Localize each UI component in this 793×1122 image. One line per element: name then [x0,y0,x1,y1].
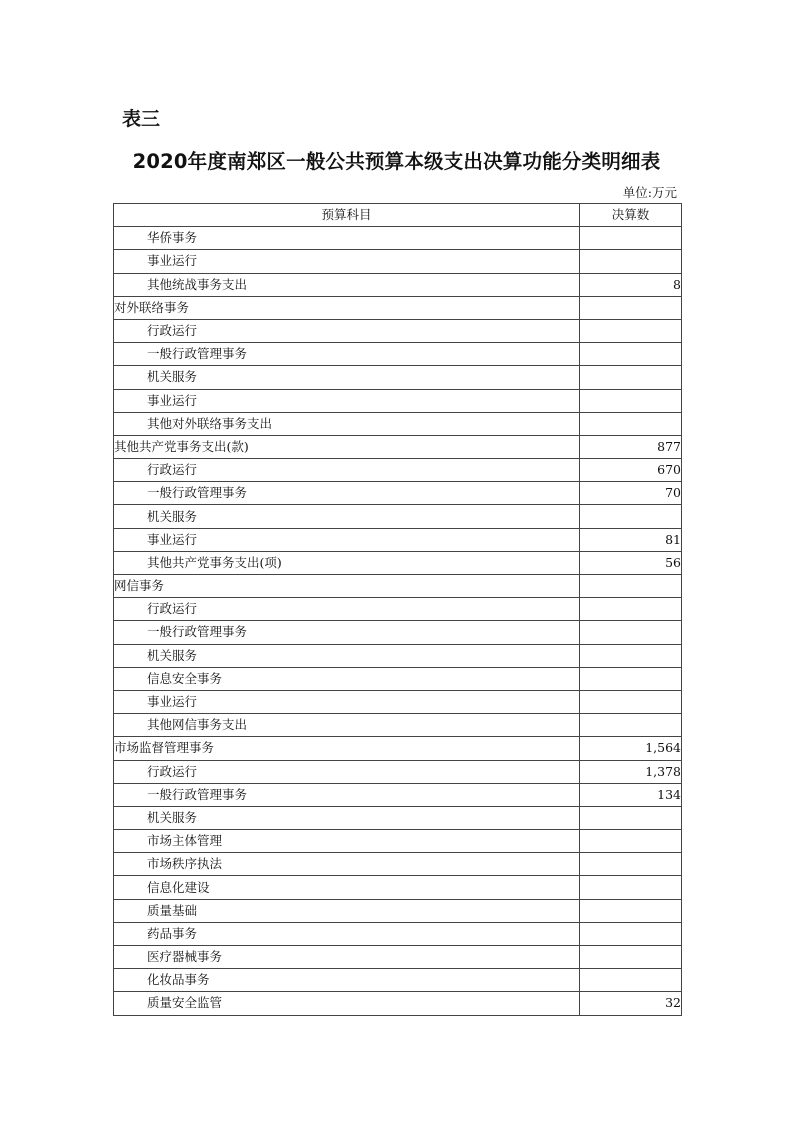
table-row [114,250,682,273]
budget-item-name: 其他网信事务支出 [114,714,580,737]
table-row [114,412,682,435]
final-amount: 1,564 [580,737,682,760]
final-amount [580,227,682,250]
budget-item-name: 事业运行 [114,250,580,273]
budget-item-name: 机关服务 [114,366,580,389]
budget-item-name: 一般行政管理事务 [114,621,580,644]
final-amount: 70 [580,482,682,505]
budget-item-name: 其他共产党事务支出(项) [114,551,580,574]
final-amount: 134 [580,783,682,806]
final-amount [580,714,682,737]
table-row [114,598,682,621]
budget-table [113,203,682,1016]
table-row [114,876,682,899]
budget-item-name: 事业运行 [114,528,580,551]
final-amount [580,412,682,435]
table-row [114,806,682,829]
table-row [114,273,682,296]
final-amount [580,319,682,342]
final-amount [580,806,682,829]
final-amount: 670 [580,459,682,482]
final-amount [580,598,682,621]
final-amount: 81 [580,528,682,551]
final-amount: 8 [580,273,682,296]
table-row [114,946,682,969]
unit-label: 单位:万元 [622,185,677,200]
final-amount [580,830,682,853]
budget-item-name: 对外联络事务 [114,296,580,319]
table-row [114,343,682,366]
budget-item-name: 机关服务 [114,505,580,528]
budget-item-name: 信息化建设 [114,876,580,899]
table-label: 表三 [122,108,161,130]
final-amount [580,876,682,899]
table-row [114,667,682,690]
table-row [114,830,682,853]
final-amount [580,690,682,713]
table-row [114,505,682,528]
budget-item-name: 医疗器械事务 [114,946,580,969]
budget-item-name: 网信事务 [114,575,580,598]
budget-item-name: 机关服务 [114,806,580,829]
budget-item-name: 华侨事务 [114,227,580,250]
final-amount [580,250,682,273]
budget-item-name: 市场主体管理 [114,830,580,853]
budget-item-name: 质量安全监管 [114,992,580,1015]
table-row [114,644,682,667]
budget-item-name: 质量基础 [114,899,580,922]
table-row [114,621,682,644]
table-row [114,528,682,551]
final-amount [580,343,682,366]
budget-item-name: 信息安全事务 [114,667,580,690]
table-row [114,969,682,992]
table-row [114,482,682,505]
final-amount [580,853,682,876]
table-row [114,783,682,806]
table-body [114,227,682,1015]
final-amount [580,621,682,644]
budget-item-name: 一般行政管理事务 [114,783,580,806]
budget-item-name: 其他统战事务支出 [114,273,580,296]
budget-item-name: 其他共产党事务支出(款) [114,435,580,458]
table-row [114,714,682,737]
final-amount: 32 [580,992,682,1015]
table-header-row [114,204,682,227]
final-amount: 56 [580,551,682,574]
document-title: 2020年度南郑区一般公共预算本级支出决算功能分类明细表 [132,150,661,173]
budget-item-name: 市场秩序执法 [114,853,580,876]
table-row [114,366,682,389]
final-amount [580,575,682,598]
final-amount [580,946,682,969]
table-row [114,459,682,482]
table-row [114,389,682,412]
budget-item-name: 一般行政管理事务 [114,482,580,505]
budget-item-name: 市场监督管理事务 [114,737,580,760]
final-amount [580,296,682,319]
budget-item-name: 机关服务 [114,644,580,667]
header-final-amount: 决算数 [580,204,682,227]
final-amount [580,366,682,389]
budget-item-name: 化妆品事务 [114,969,580,992]
table-row [114,435,682,458]
table-row [114,690,682,713]
table-row [114,296,682,319]
table-row [114,319,682,342]
table-row [114,899,682,922]
budget-item-name: 行政运行 [114,598,580,621]
table-row [114,737,682,760]
budget-item-name: 事业运行 [114,690,580,713]
table-row [114,922,682,945]
budget-item-name: 行政运行 [114,459,580,482]
final-amount [580,644,682,667]
table-row [114,551,682,574]
table-row [114,227,682,250]
final-amount [580,505,682,528]
budget-item-name: 药品事务 [114,922,580,945]
budget-item-name: 其他对外联络事务支出 [114,412,580,435]
final-amount [580,389,682,412]
final-amount [580,667,682,690]
final-amount [580,922,682,945]
final-amount [580,969,682,992]
header-budget-item: 预算科目 [114,204,580,227]
budget-item-name: 行政运行 [114,319,580,342]
budget-item-name: 事业运行 [114,389,580,412]
budget-item-name: 一般行政管理事务 [114,343,580,366]
table-row [114,575,682,598]
table-row [114,760,682,783]
budget-item-name: 行政运行 [114,760,580,783]
final-amount: 1,378 [580,760,682,783]
final-amount: 877 [580,435,682,458]
table-row [114,992,682,1015]
final-amount [580,899,682,922]
table-row [114,853,682,876]
